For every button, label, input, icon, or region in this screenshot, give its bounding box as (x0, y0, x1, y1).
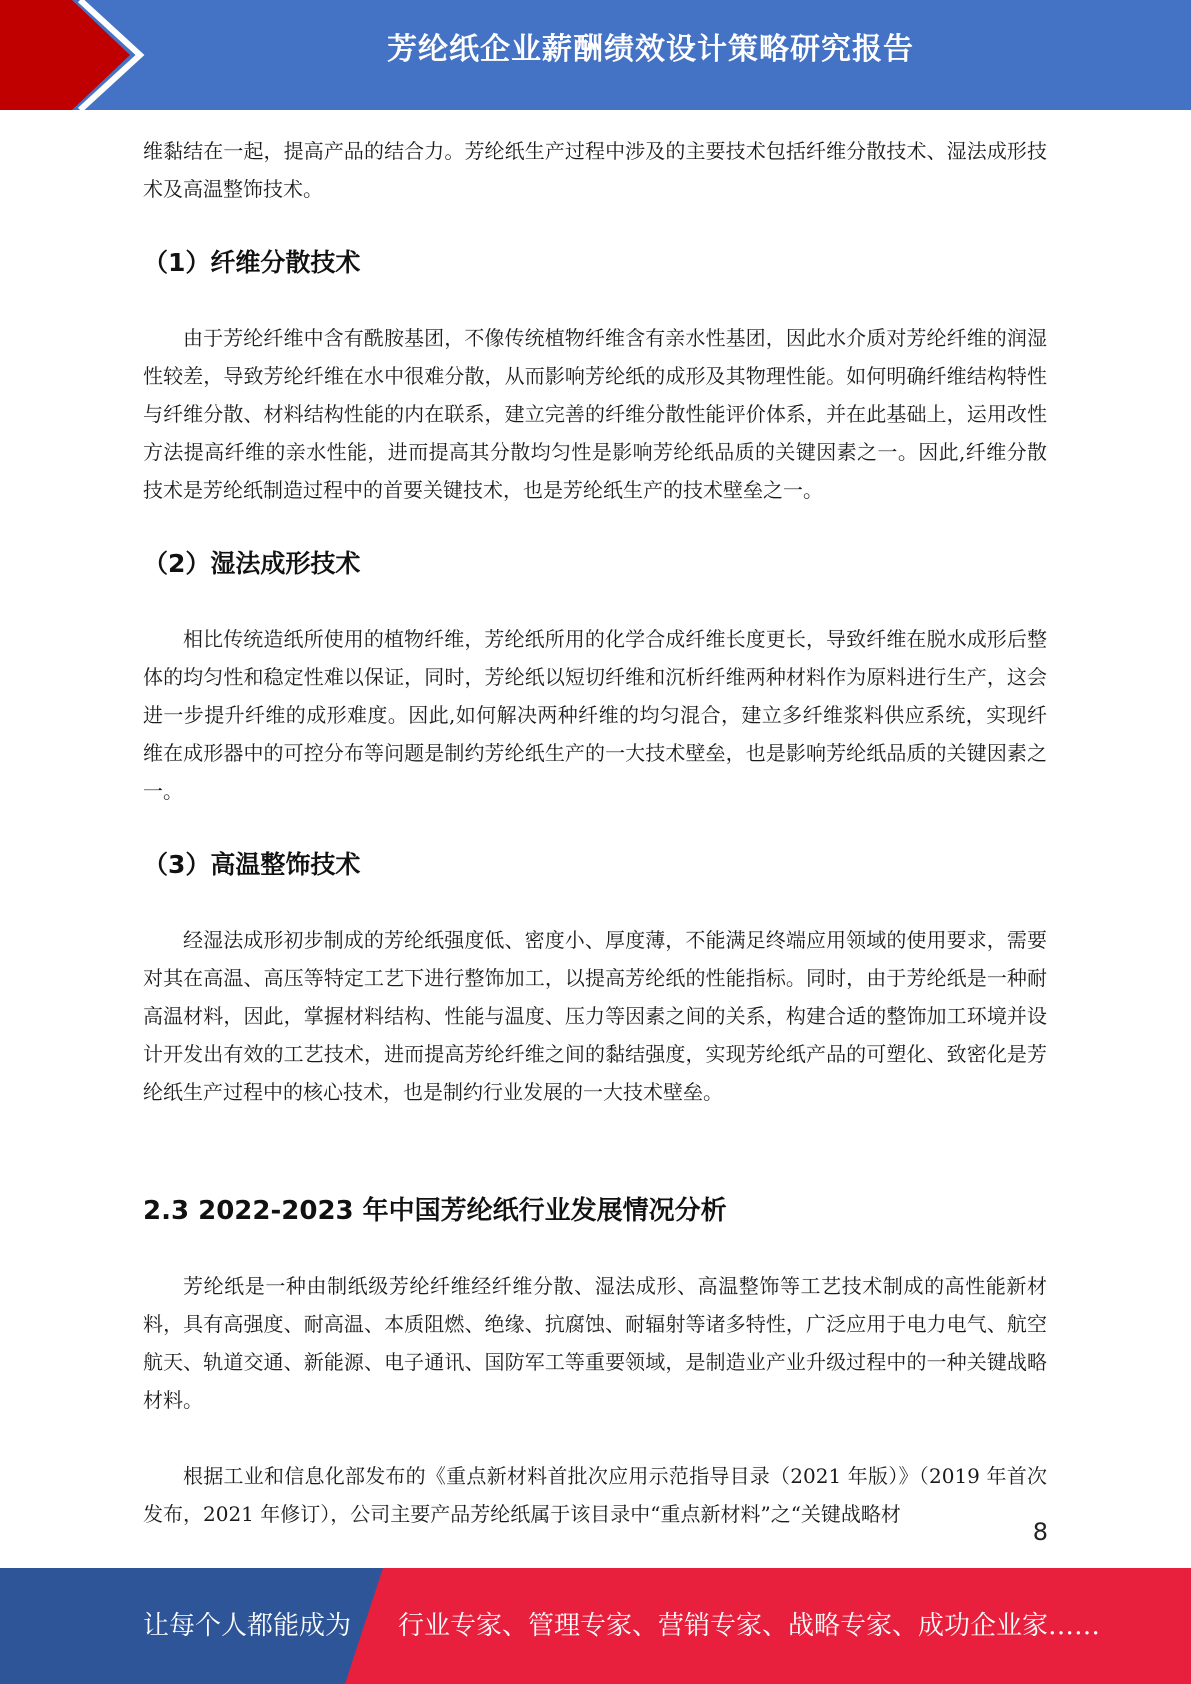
page-footer (0, 1568, 1191, 1684)
report-title: 芳纶纸企业薪酬绩效设计策略研究报告 (387, 32, 914, 67)
paragraph-fiber-dispersion: 由于芳纶纤维中含有酰胺基团，不像传统植物纤维含有亲水性基团，因此水介质对芳纶纤维的润湿性较差，导致芳纶纤维在水中很难分散，从而影响芳纶纸的成形及其物理性能。如何明确纤维结构特性与纤维分散、材料结构性能的内在联系，建立完善的纤维分散性能评价体系，并在此基础上，运用改性方法提高纤维的亲水性能，进而提高其分散均匀性是影响芳纶纸品质的关键因素之一。因此,纤维分散技术是芳纶纸制造过程中的首要关键技术，也是芳纶纸生产的技术壁垒之一。 (143, 326, 1047, 502)
subheading-fiber-dispersion: （1）纤维分散技术 (143, 248, 361, 277)
intro-paragraph: 维黏结在一起，提高产品的结合力。芳纶纸生产过程中涉及的主要技术包括纤维分散技术、湿法成形技术及高温整饰技术。 (143, 139, 1047, 201)
page-number: 8 (1032, 1518, 1048, 1546)
footer-slogan-right: 行业专家、管理专家、营销专家、战略专家、成功企业家…… (398, 1611, 1101, 1641)
paragraph-wet-forming: 相比传统造纸所使用的植物纤维，芳纶纸所用的化学合成纤维长度更长，导致纤维在脱水成形后整体的均匀性和稳定性难以保证，同时，芳纶纸以短切纤维和沉析纤维两种材料作为原料进行生产，这会进一步提升纤维的成形难度。因此,如何解决两种纤维的均匀混合，建立多纤维浆料供应系统，实现纤维在成形器中的可控分布等问题是制约芳纶纸生产的一大技术壁垒，也是影响芳纶纸品质的关键因素之一。 (143, 627, 1047, 803)
page-header (0, 0, 1191, 110)
subheading-wet-forming: （2）湿法成形技术 (143, 549, 361, 578)
paragraph-catalog-reference: 根据工业和信息化部发布的《重点新材料首批次应用示范指导目录（2021 年版）》（2019 年首次发布，2021 年修订），公司主要产品芳纶纸属于该目录中“重点新材料”之“关键战略材 (143, 1464, 1047, 1526)
section-heading-industry-analysis: 2.3 2022-2023 年中国芳纶纸行业发展情况分析 (143, 1196, 727, 1226)
paragraph-high-temp-finishing: 经湿法成形初步制成的芳纶纸强度低、密度小、厚度薄，不能满足终端应用领域的使用要求，需要对其在高温、高压等特定工艺下进行整饰加工，以提高芳纶纸的性能指标。同时，由于芳纶纸是一种耐高温材料，因此，掌握材料结构、性能与温度、压力等因素之间的关系，构建合适的整饰加工环境并设计开发出有效的工艺技术，进而提高芳纶纤维之间的黏结强度，实现芳纶纸产品的可塑化、致密化是芳纶纸生产过程中的核心技术，也是制约行业发展的一大技术壁垒。 (143, 928, 1047, 1104)
document-body (143, 132, 1047, 1533)
footer-slogan-left: 让每个人都能成为 (143, 1611, 352, 1641)
subheading-high-temp-finishing: （3）高温整饰技术 (143, 850, 361, 879)
paragraph-aramid-paper-definition: 芳纶纸是一种由制纸级芳纶纤维经纤维分散、湿法成形、高温整饰等工艺技术制成的高性能新材料，具有高强度、耐高温、本质阻燃、绝缘、抗腐蚀、耐辐射等诸多特性，广泛应用于电力电气、航空航天、轨道交通、新能源、电子通讯、国防军工等重要领域，是制造业产业升级过程中的一种关键战略材料。 (143, 1274, 1047, 1412)
